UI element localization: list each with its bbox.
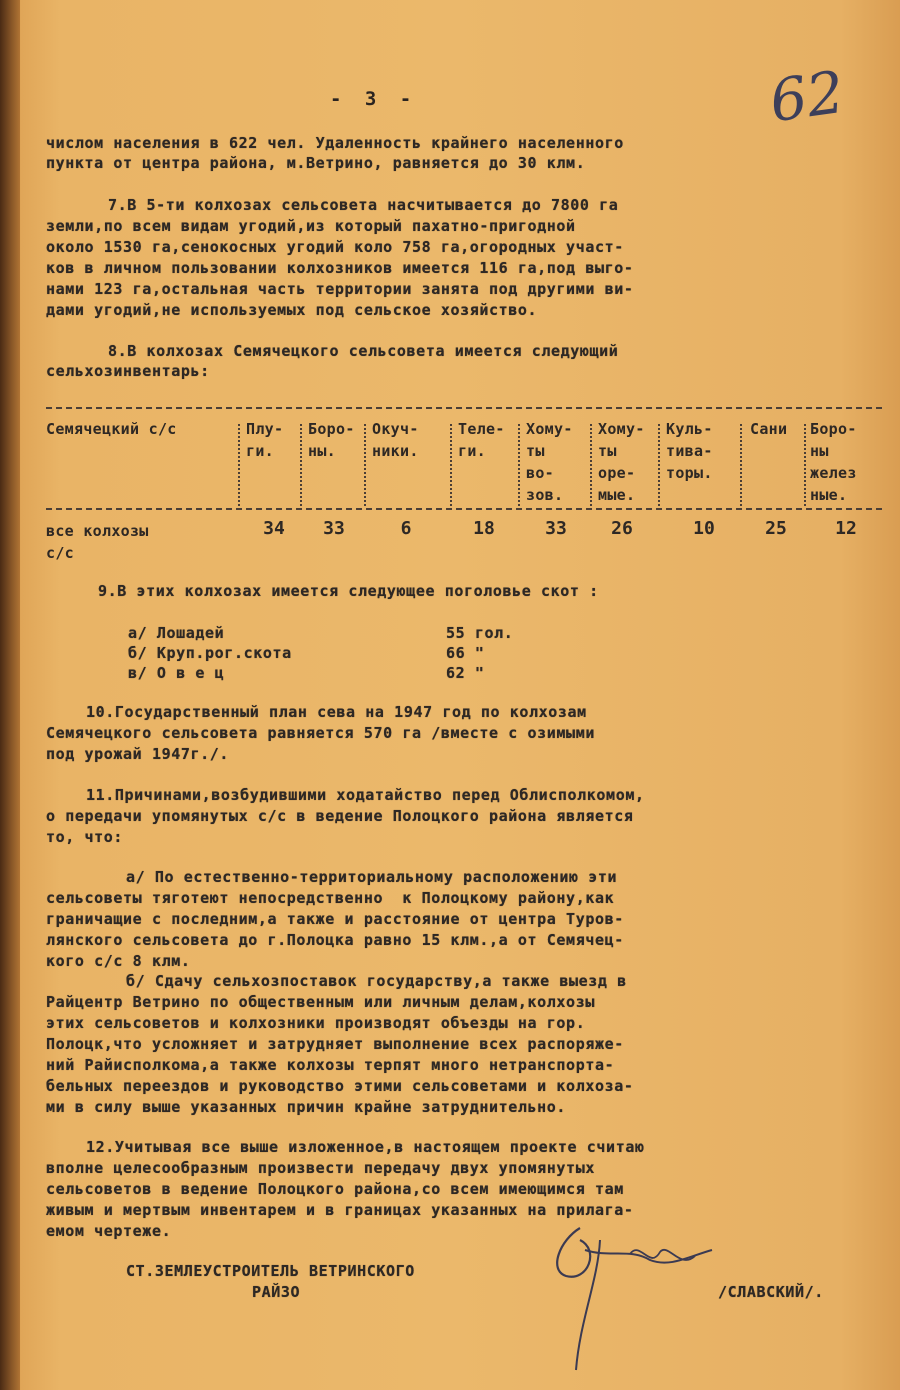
folio-number: 62	[765, 57, 849, 136]
table-header-cell: Плу- ги.	[246, 420, 284, 460]
para11b-line: этих сельсоветов и колхозники производят объезды на гор.	[46, 1014, 586, 1032]
para11-line: о передачи упомянутых с/с в ведение Полоцкого района является	[46, 807, 634, 825]
para10-line: Семячецкого сельсовета равняется 570 га /вместе с озимыми	[46, 724, 595, 742]
para11b-line: ний Райисполкома,а также колхозы терпят много нетранспорта-	[46, 1056, 615, 1074]
para11b-line: б/ Сдачу сельхозпоставок государству,а также выезд в	[126, 972, 627, 990]
table-value: 25	[765, 518, 787, 539]
table-rule-top	[46, 407, 882, 409]
column-separator	[300, 424, 302, 506]
table-rule-bottom	[46, 508, 882, 510]
page-binding-edge	[0, 0, 20, 1390]
column-separator	[364, 424, 366, 506]
text-line: числом населения в 622 чел. Удаленность крайнего населенного	[46, 134, 624, 152]
table-row-label: Семячецкий с/с	[46, 420, 177, 438]
signatory-name: /СЛАВСКИЙ/.	[718, 1283, 824, 1301]
column-separator	[740, 424, 742, 506]
table-value: 12	[835, 518, 857, 539]
para12-line: вполне целесообразным произвести передачу двух упомянутых	[46, 1159, 595, 1177]
table-header-cell: Хому- ты оре- мые.	[598, 420, 645, 504]
table-header-cell: Сани	[750, 420, 788, 438]
livestock-value: 55 гол.	[446, 624, 514, 642]
para7-line: дами угодий,не используемых под сельское хозяйство.	[46, 301, 538, 319]
para8-line: сельхозинвентарь:	[46, 362, 210, 380]
livestock-label: в/ О в е ц	[128, 664, 225, 682]
table-header-cell: Боро- ны.	[308, 420, 355, 460]
para11b-line: Райцентр Ветрино по общественным или личным делам,колхозы	[46, 993, 595, 1011]
livestock-label: б/ Круп.рог.скота	[128, 644, 292, 662]
para11b-line: Полоцк,что усложняет и затрудняет выполнение всех распоряже-	[46, 1035, 624, 1053]
handwritten-signature	[540, 1210, 730, 1380]
table-value: 18	[473, 518, 495, 539]
signatory-title: СТ.ЗЕМЛЕУСТРОИТЕЛЬ ВЕТРИНСКОГО	[126, 1262, 415, 1280]
column-separator	[238, 424, 240, 506]
para11-line: то, что:	[46, 828, 124, 846]
livestock-label: а/ Лошадей	[128, 624, 225, 642]
table-value: 6	[400, 518, 412, 539]
para11a-line: а/ По естественно-территориальному расположению эти	[126, 868, 618, 886]
para11a-line: кого с/с 8 клм.	[46, 952, 191, 970]
livestock-value: 62 "	[446, 664, 485, 682]
column-separator	[590, 424, 592, 506]
text-line: пункта от центра района, м.Ветрино, равняется до 30 клм.	[46, 154, 586, 172]
para11b-line: ми в силу выше указанных причин крайне затруднительно.	[46, 1098, 567, 1116]
para11a-line: лянского сельсовета до г.Полоцка равно 15 клм.,а от Семячец-	[46, 931, 624, 949]
table-header-cell: Куль- тива- торы.	[666, 420, 713, 482]
para10-line: 10.Государственный план сева на 1947 год по колхозам	[86, 703, 587, 721]
para10-line: под урожай 1947г./.	[46, 745, 229, 763]
para7-line: земли,по всем видам угодий,из который пахатно-пригодной	[46, 217, 576, 235]
table-header-cell: Окуч- ники.	[372, 420, 419, 460]
para12-line: 12.Учитывая все выше изложенное,в настоящем проекте считаю	[86, 1138, 645, 1156]
table-header-cell: Боро- ны желез ные.	[810, 420, 857, 504]
table-value: 26	[611, 518, 633, 539]
table-value: 33	[323, 518, 345, 539]
page-marker: - 3 -	[330, 88, 418, 110]
livestock-value: 66 "	[446, 644, 485, 662]
para7-line: ков в личном пользовании колхозников имеется 116 га,под выго-	[46, 259, 634, 277]
para9-line: 9.В этих колхозах имеется следующее поголовье скот :	[98, 582, 599, 600]
column-separator	[658, 424, 660, 506]
table-total-label: все колхозы с/с	[46, 522, 149, 562]
para11b-line: бельных переездов и руководство этими сельсоветами и колхоза-	[46, 1077, 634, 1095]
para7-line: нами 123 га,остальная часть территории занята под другими ви-	[46, 280, 634, 298]
para12-line: сельсоветов в ведение Полоцкого района,со всем имеющимся там	[46, 1180, 624, 1198]
para8-line: 8.В колхозах Семячецкого сельсовета имеется следующий	[108, 342, 619, 360]
signatory-title-org: РАЙЗО	[252, 1283, 301, 1301]
column-separator	[804, 424, 806, 506]
para11-line: 11.Причинами,возбудившими ходатайство перед Облисполкомом,	[86, 786, 645, 804]
para12-line: емом чертеже.	[46, 1222, 172, 1240]
para11a-line: сельсоветы тяготеют непосредственно к Полоцкому району,как	[46, 889, 615, 907]
table-value: 33	[545, 518, 567, 539]
para12-line: живым и мертвым инвентарем и в границах указанных на прилага-	[46, 1201, 634, 1219]
para7-line: 7.В 5-ти колхозах сельсовета насчитывается до 7800 га	[108, 196, 619, 214]
para7-line: около 1530 га,сенокосных угодий коло 758 га,огородных участ-	[46, 238, 624, 256]
column-separator	[450, 424, 452, 506]
table-header-cell: Теле- ги.	[458, 420, 505, 460]
table-value: 10	[693, 518, 715, 539]
table-value: 34	[263, 518, 285, 539]
table-header-cell: Хому- ты во- зов.	[526, 420, 573, 504]
column-separator	[518, 424, 520, 506]
para11a-line: граничащие с последним,а также и расстояние от центра Туров-	[46, 910, 624, 928]
